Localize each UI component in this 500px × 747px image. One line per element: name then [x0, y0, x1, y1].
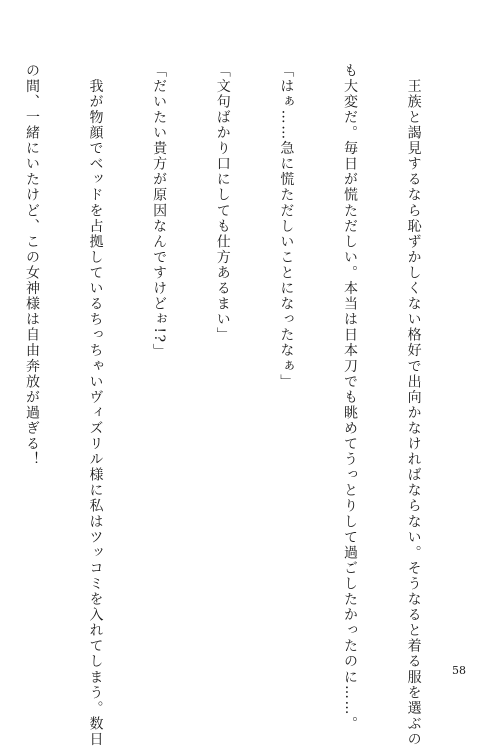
text-line: 「文句ばかり口にしても仕方あるまい」: [214, 63, 231, 343]
text-line: の間、一緒にいたけど、この女神様は自由奔放が過ぎる！: [23, 63, 40, 468]
text-line: 「はぁ……急に慌ただしいことになったなぁ」: [278, 63, 295, 390]
text-line: も大変だ。毎日が慌ただしい。本当は日本刀でも眺めてうっとりして過ごしたかったのに……。: [341, 63, 358, 732]
text-line: 王族と謁見するなら恥ずかしくない格好で出向かなければならない。そうなると着る服を選ぶの: [405, 63, 422, 747]
page-number: 58: [452, 664, 466, 677]
text-line: 「だいたい貴方が原因なんですけどぉ!?」: [151, 63, 168, 360]
text-line: 我が物顔でベッドを占拠しているちっちゃいヴィズリル様に私はツッコミを入れてしまう。数日: [87, 63, 104, 747]
